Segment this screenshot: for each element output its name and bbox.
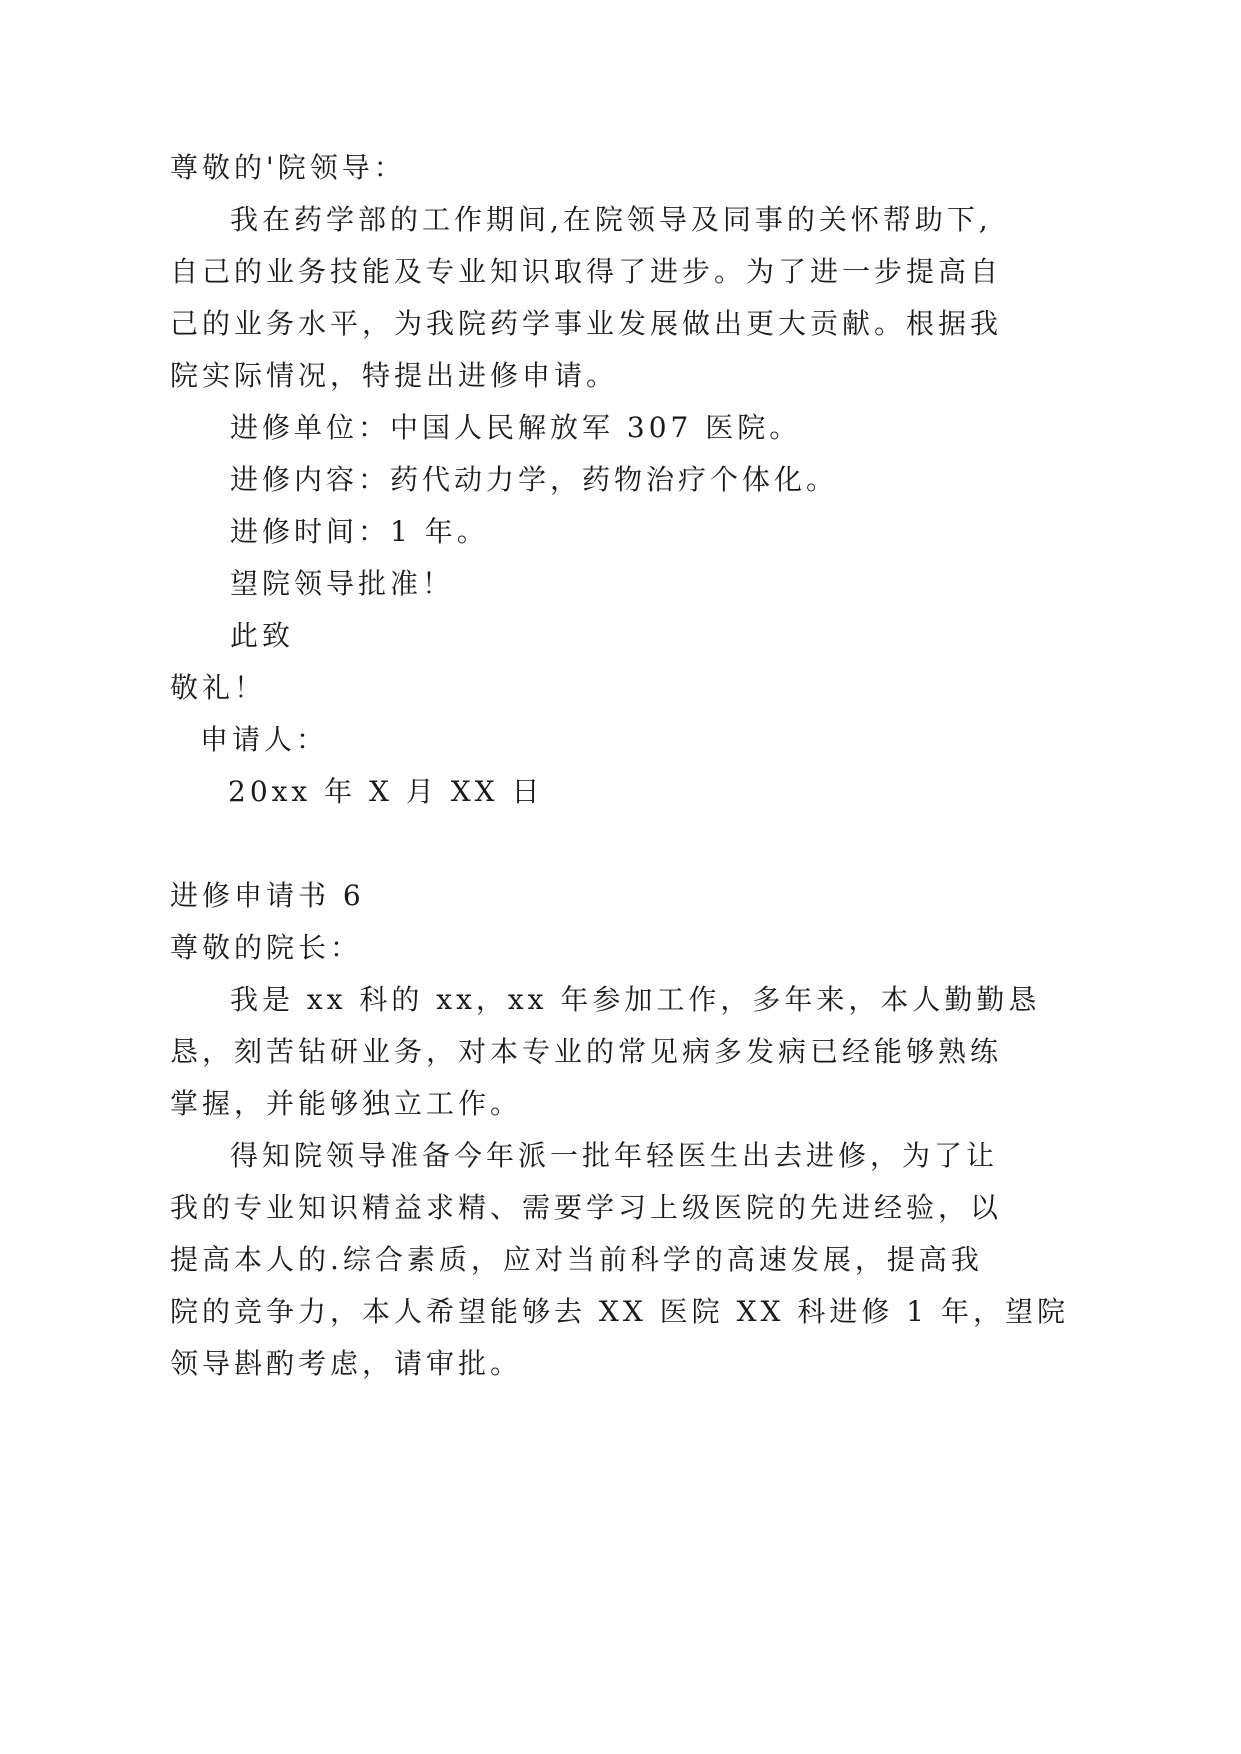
- letter1-closing-2: 敬礼！: [170, 671, 267, 704]
- letter1-body-line-2: 自己的业务技能及专业知识取得了进步。为了进一步提高自: [170, 255, 1003, 288]
- letter2-title: 进修申请书 6: [170, 879, 365, 912]
- letter1-date: 20xx 年 X 月 XX 日: [228, 775, 544, 808]
- letter2-para1-line-2: 恳，刻苦钻研业务，对本专业的常见病多发病已经能够熟练: [170, 1035, 1003, 1068]
- letter2-salutation: 尊敬的院长：: [170, 931, 363, 964]
- letter2-para2-line-4: 院的竞争力，本人希望能够去 XX 医院 XX 科进修 1 年，望院: [170, 1295, 1069, 1328]
- letter1-closing-1: 此致: [230, 619, 295, 652]
- letter2-para2-line-2: 我的专业知识精益求精、需要学习上级医院的先进经验，以: [170, 1191, 1003, 1224]
- letter2-para2-line-5: 领导斟酌考虑，请审批。: [170, 1347, 523, 1380]
- letter1-salutation: 尊敬的'院领导：: [170, 151, 406, 184]
- letter1-duration: 进修时间：1 年。: [230, 515, 489, 548]
- letter1-applicant: 申请人：: [200, 723, 329, 756]
- letter1-body-line-3: 己的业务水平，为我院药学事业发展做出更大贡献。根据我: [170, 307, 1003, 340]
- letter2-para2-line-1: 得知院领导准备今年派一批年轻医生出去进修，为了让: [230, 1139, 999, 1172]
- letter1-request: 望院领导批准！: [230, 567, 455, 600]
- letter1-body-line-1: 我在药学部的工作期间,在院领导及同事的关怀帮助下,: [230, 203, 992, 236]
- letter1-body-line-4: 院实际情况，特提出进修申请。: [170, 359, 619, 392]
- letter1-content: 进修内容：药代动力学，药物治疗个体化。: [230, 463, 839, 496]
- letter2-para1-line-3: 掌握，并能够独立工作。: [170, 1087, 523, 1120]
- letter2-para2-line-3: 提高本人的.综合素质，应对当前科学的高速发展，提高我: [170, 1243, 983, 1276]
- letter1-unit: 进修单位：中国人民解放军 307 医院。: [230, 411, 802, 444]
- letter2-para1-line-1: 我是 xx 科的 xx，xx 年参加工作，多年来，本人勤勤恳: [230, 983, 1041, 1016]
